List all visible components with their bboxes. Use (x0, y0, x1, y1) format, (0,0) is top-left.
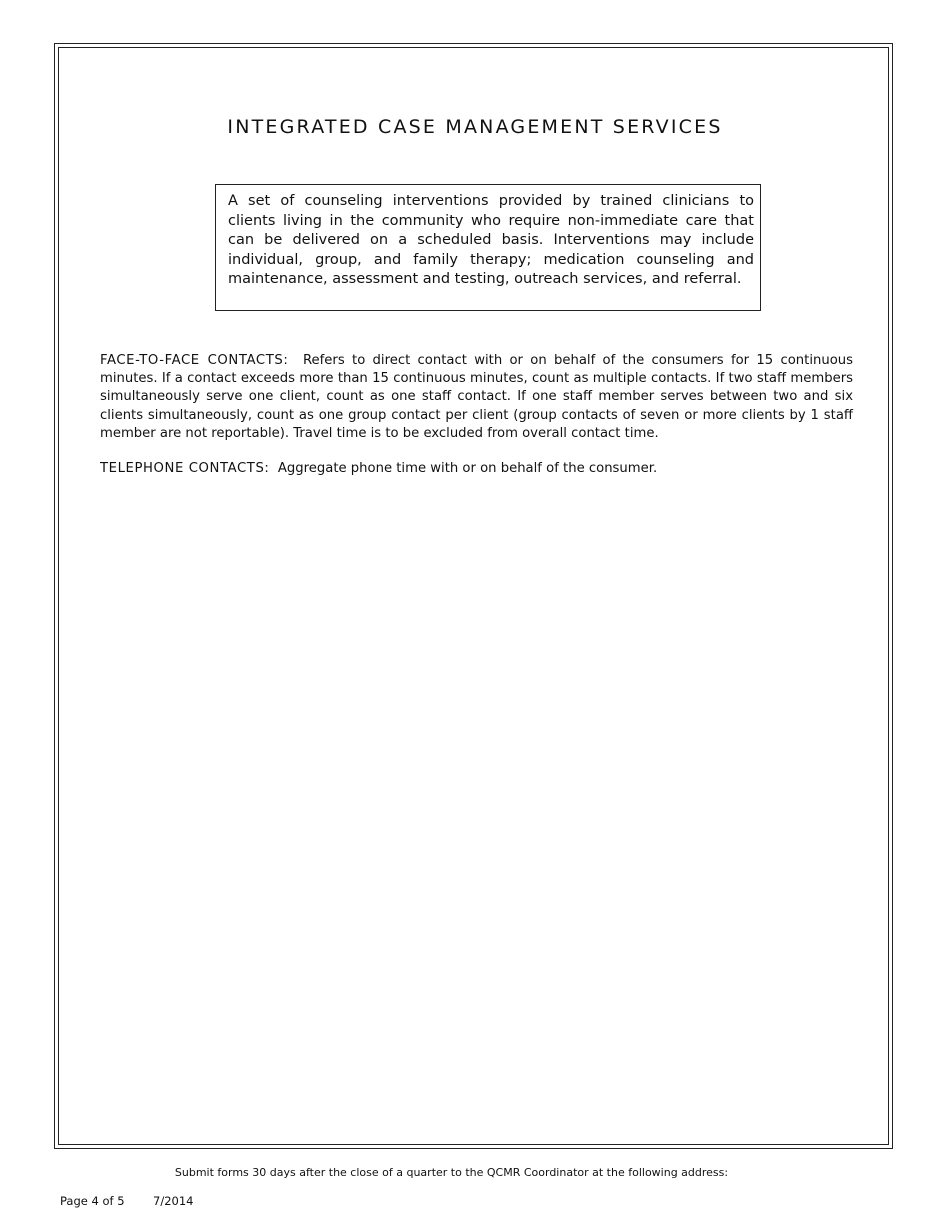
footer-submit-note: Submit forms 30 days after the close of a quarter to the QCMR Coordinator at the following address: (174, 1166, 729, 1179)
face-to-face-label: FACE-TO-FACE CONTACTS: (100, 353, 289, 368)
telephone-label: TELEPHONE CONTACTS: (100, 461, 270, 476)
face-to-face-text: Refers to direct contact with or on behalf of the consumers for 15 continuous minutes. If a contact exceeds more than 15 continuous minutes, count as multiple contacts. If two staff members simultaneously serve one client, count as one staff contact. If one staff member serves between two and six clients simultaneously, count as one group contact per client (group contacts of seven or more clients by 1 staff member are not reportable). Travel time is to be excluded from overall contact time. (100, 353, 853, 441)
footer-page-number: Page 4 of 5 (60, 1194, 125, 1208)
telephone-text: Aggregate phone time with or on behalf of the consumer. (277, 461, 658, 476)
description-text: A set of counseling interventions provided by trained clinicians to clients living in the community who require non-immediate care that can be delivered on a scheduled basis. Interventions may include individual, group, and family therapy; medication counseling and maintenance, assessment and testing, outreach services, and referral. (228, 193, 754, 287)
telephone-section (100, 460, 853, 478)
document-title: INTEGRATED CASE MANAGEMENT SERVICES (227, 116, 723, 138)
description-box (215, 184, 761, 311)
face-to-face-section (100, 352, 853, 443)
footer-revision-date: 7/2014 (153, 1194, 194, 1208)
